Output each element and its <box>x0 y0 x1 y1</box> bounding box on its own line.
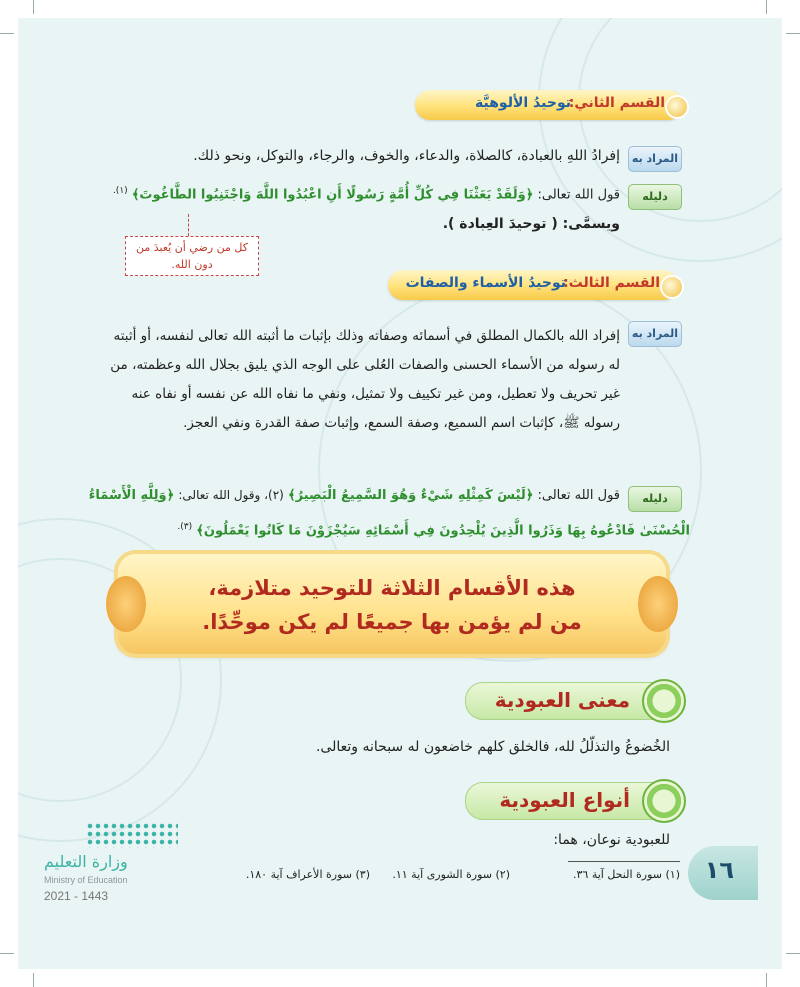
tag-proof: دليله <box>628 486 682 512</box>
s3-proof-line2 <box>150 522 690 538</box>
s3-verse2b: الْحُسْنَىٰ فَادْعُوهُ بِهَا وَذَرُوا الَّذِينَ يُلْحِدُونَ فِي أَسْمَائِهِ سَيُجْزَوْنَ مَا كَانُوا يَعْمَلُونَ﴾ <box>196 523 690 539</box>
heading-types-text: أنواع العبودية <box>499 788 630 812</box>
section2-title: توحيدُ الألوهيَّة <box>475 95 571 111</box>
ornament-icon <box>638 576 678 632</box>
s3-verse1: ﴿لَيْسَ كَمِثْلِهِ شَيْءٌ وَهُوَ السَّمِيعُ الْبَصِيرُ﴾ <box>288 488 534 503</box>
edition-year: 2021 - 1443 <box>44 889 109 903</box>
flower-icon <box>642 679 686 723</box>
ornament-icon <box>106 576 146 632</box>
footnote-rule <box>568 861 680 862</box>
heading-meaning <box>465 682 673 720</box>
note-connector <box>188 214 190 236</box>
section3-header <box>388 270 678 300</box>
s3-proof-intro: قول الله تعالى: <box>537 488 620 503</box>
footnote-1: (١) سورة النحل آية ٣٦. <box>573 868 680 881</box>
tag-meaning: المراد به <box>628 146 682 172</box>
bullet-icon <box>660 275 684 299</box>
types-text: للعبودية نوعان، هما: <box>553 832 670 848</box>
s2-named: ويسمَّى: ( توحيدَ العِبادة ). <box>442 216 620 232</box>
heading-types <box>465 782 673 820</box>
s3-meaning-text: إفراد الله بالكمال المطلق في أسمائه وصفاته وذلك بإثبات ما أثبته الله تعالى لنفسه، أو أثبته له رسوله من الأسماء الحسنى والصفات العُلى على الوجه الذي يليق بجلال الله وعظمته، من غير تحريف ولا تعطيل، ومن غير تكييف ولا تمثيل، ونفي ما نفاه الله عن نفسه أو نفاه عنه رسوله ﷺ، كإثبات اسم السميع، وصفة السمع، وإثبات صفة القدرة ونفي العجز. <box>110 328 620 431</box>
note-box: كل من رضي أن يُعبدَ من دون الله. <box>125 236 259 276</box>
s2-verse: ﴿وَلَقَدْ بَعَثْنَا فِي كُلِّ أُمَّةٍ رَسُولًا أَنِ اعْبُدُوا اللَّهَ وَاجْتَنِبُوا الطَّاغُوتَ﴾ <box>131 187 534 203</box>
banner-line2: من لم يؤمن بها جميعًا لم يكن موحِّدًا. <box>202 610 582 634</box>
section2-header <box>415 90 683 120</box>
section3-lead: القسم الثالث: <box>563 275 660 291</box>
s2-meaning-text: إفرادُ اللهِ بالعبادة، كالصلاة، والدعاء، والخوف، والرجاء، والتوكل، ونحو ذلك. <box>193 148 620 164</box>
heading-meaning-text: معنى العبودية <box>494 688 630 712</box>
ministry-name-ar: وزارة التعليم <box>44 852 128 871</box>
s3-verse2a: ﴿وَلِلَّهِ الْأَسْمَاءُ <box>88 488 175 503</box>
s3-proof-line1 <box>88 488 620 503</box>
s3-ref2: (٢)، وقول الله تعالى: <box>178 488 284 502</box>
page-number: ١٦ <box>704 856 734 884</box>
s2-proof-intro: قول الله تعالى: <box>537 187 620 203</box>
banner-line1: هذه الأقسام الثلاثة للتوحيد متلازمة، <box>208 576 576 600</box>
section3-title: توحيدُ الأسماء والصفات <box>405 275 566 291</box>
ministry-name-en: Ministry of Education <box>44 875 128 885</box>
page-number-tab <box>688 846 758 900</box>
tag-proof: دليله <box>628 184 682 210</box>
ministry-logo-icon <box>86 822 178 848</box>
footnote-2: (٢) سورة الشورى آية ١١. <box>392 868 510 881</box>
footnote-3: (٣) سورة الأعراف آية ١٨٠. <box>245 868 370 881</box>
s2-footnote-ref: (١). <box>112 186 128 196</box>
s2-proof-line <box>20 186 620 202</box>
flower-icon <box>642 779 686 823</box>
tag-meaning: المراد به <box>628 321 682 347</box>
bullet-icon <box>665 95 689 119</box>
meaning-text: الخُضوعُ والتذلّلُ لله، فالخلق كلهم خاضعون له سبحانه وتعالى. <box>315 739 670 755</box>
summary-banner <box>118 554 666 654</box>
section2-lead: القسم الثاني: <box>568 95 665 111</box>
s3-ref3: (٣). <box>177 522 193 532</box>
